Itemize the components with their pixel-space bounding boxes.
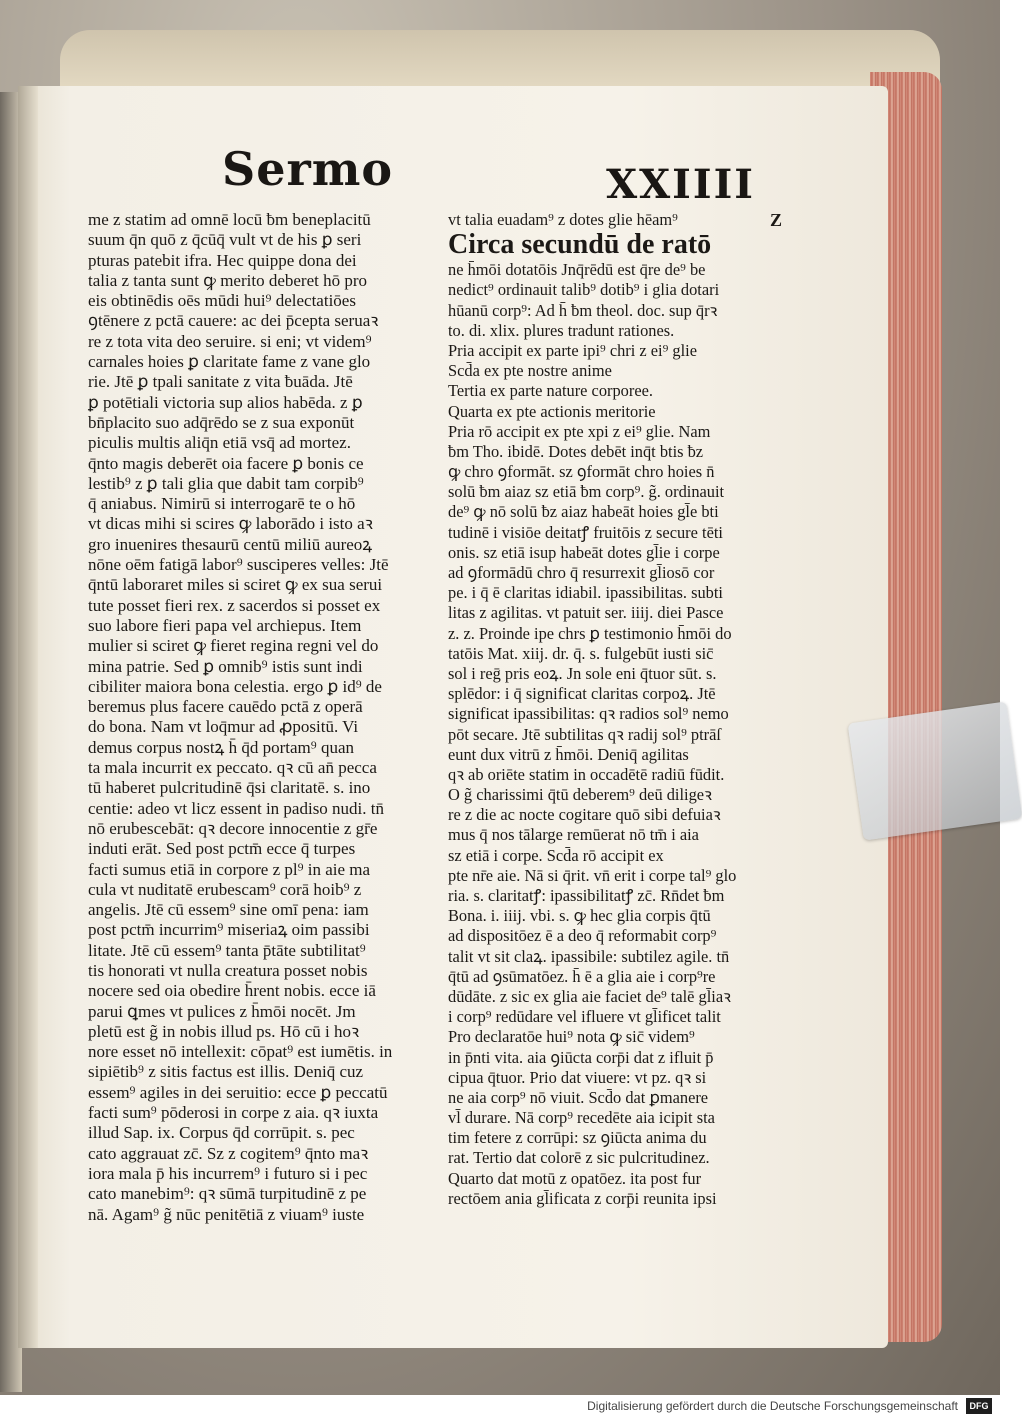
- text-line: nedict⁹ ordinauit talib⁹ dotib⁹ i glia dotari: [448, 280, 720, 300]
- text-line: nore esset nō intellexit: cōpat⁹ est iumētis. in: [88, 1042, 393, 1062]
- text-line: mulier si sciret ꝙ fieret regina regni vel do: [88, 636, 379, 656]
- text-line: ne h̄mōi dotatōis Jnq̄rēdū est q̄re de⁹ be: [448, 260, 706, 280]
- right-text-column: [448, 210, 780, 1230]
- book-top-edge: [60, 30, 940, 92]
- bookmark-strip: [848, 701, 1022, 840]
- left-text-column: [88, 210, 440, 1230]
- text-line: re z tota vita deo seruire. si eni; vt videm⁹: [88, 331, 372, 351]
- text-line: do bona. Nam vt loq̄mur ad ꝓpositū. Vi: [88, 717, 359, 737]
- text-line: tū haberet pulcritudinē q̄si claritatē. s. ino: [88, 778, 371, 798]
- text-line: ꝑ potētiali victoria sup alios habēda. z ꝑ: [88, 392, 363, 412]
- text-line: eis obtinēdis oēs mūdi hui⁹ delectatiōes: [88, 291, 356, 311]
- text-line: re z die ac nocte cogitare quō sibi defuiaꝛ: [448, 805, 721, 825]
- text-line: z. z. Proinde ipe chrs ꝑ testimonio h̄mōi do: [448, 623, 732, 643]
- text-line: splēdor: i q̄ significat claritas corpoꝝ. Jtē: [448, 684, 716, 704]
- text-line: facti sum⁹ pōderosi in corpe z aia. qꝛ iuxta: [88, 1103, 379, 1123]
- text-line: bn̄placito suo adq̄rēdo se z sua exponūt: [88, 412, 355, 432]
- text-line: beremus plus facere cauēdo pctā z operā: [88, 697, 363, 717]
- text-line: illud Sap. ix. Corpus q̄d corrūpit. s. pec: [88, 1123, 355, 1143]
- text-line: talia z tanta sunt ꝙ merito deberet hō pro: [88, 270, 368, 290]
- text-line: Quarta ex pte actionis meritorie: [448, 401, 656, 421]
- text-line: q̄nto magis deberēt oia facere ꝑ bonis ce: [88, 453, 364, 473]
- text-line: tis honorati vt nulla creatura posset nobis: [88, 960, 368, 980]
- text-line: Pro declaratōe hui⁹ nota ꝙ sic̄ videm⁹: [448, 1027, 695, 1047]
- text-line: qꝛ ab oriēte statim in occadētē radiū fūdit.: [448, 764, 725, 784]
- text-line: tatōis Mat. xiij. dr. q̄. s. fulgebūt iusti sic̄: [448, 643, 714, 663]
- text-line: piculis multis aliq̄n etiā vsq̄ ad mortez.: [88, 433, 351, 453]
- text-line: parui ꝗmes vt pulices z h̄mōi nocēt. Jm: [88, 1001, 356, 1021]
- text-line: cibiliter maiora bona celestia. ergo ꝑ id⁹ de: [88, 676, 382, 696]
- text-line: hūanū corp⁹: Ad h̄ ƀm theol. doc. sup q̄rꝛ: [448, 300, 718, 320]
- text-line: iora mala p̄ his incurrem⁹ i futuro si i pec: [88, 1163, 368, 1183]
- text-line: cula vt nuditatē erubescam⁹ corā hoib⁹ z: [88, 879, 362, 899]
- text-line: eunt dux vitrū z h̄mōi. Deniq̄ agilitas: [448, 744, 689, 764]
- gutter-shadow: [18, 86, 38, 1348]
- text-line: tim fetere z corrūpi: sz ꝯiūcta anima du: [448, 1128, 707, 1148]
- text-line: essem⁹ agiles in dei seruitio: ecce ꝑ peccatū: [88, 1082, 388, 1102]
- text-line: q̄ntū laboraret miles si sciret ꝙ ex sua serui: [88, 575, 383, 595]
- text-line: Pria rō accipit ex pte xpi z ei⁹ glie. Nam: [448, 421, 711, 441]
- text-line: me z statim ad omnē locū ƀm beneplacitū: [88, 210, 371, 229]
- text-line: talit vt sit claꝝ. ipassibile: subtilez agile. tn̄: [448, 946, 730, 966]
- leaf-number: XXIIII: [606, 161, 755, 208]
- section-heading: Circa secundū de ratō: [448, 229, 712, 261]
- text-line: pletū est g̃ in nobis illud ps. Hō cū i hoꝛ: [88, 1021, 360, 1041]
- running-title: Sermo: [222, 142, 394, 196]
- signature-mark: Z: [769, 210, 782, 230]
- text-line: ad ꝯformādū chro q̄ resurrexit gl̄iosō cor: [448, 563, 715, 582]
- text-line: litate. Jtē cū essem⁹ tanta p̄tāte subtilitat⁹: [88, 940, 366, 960]
- text-line: cato manebim⁹: qꝛ sūmā turpitudinē z pe: [88, 1184, 367, 1204]
- text-line: q̄tū ad ꝯsūmatōez. h̄ ē a glia aie i corp⁹re: [448, 966, 716, 986]
- text-line: to. di. xlix. plures tradunt rationes.: [448, 320, 675, 340]
- text-line: pōt secare. Jtē subtilitas qꝛ radij sol⁹ ptrāſ: [448, 724, 721, 744]
- text-line: de⁹ ꝙ nō solū ƀz aiaz habeāt hoies gl̄e bti: [448, 502, 719, 522]
- text-line: ꝙ chro ꝯformāt. sz ꝯformāt chro hoies n̄: [448, 462, 715, 482]
- text-line: O g̃ charissimi q̄tū deberem⁹ deū diligeꝛ: [448, 785, 712, 805]
- text-line: mus q̄ nos tālarge remūerat nō tm̄ i aia: [448, 825, 699, 845]
- text-line: vt dicas mihi si scires ꝙ laborādo i isto aꝛ: [88, 514, 373, 534]
- text-line: sol i reḡ pris eoꝝ. Jn sole eni q̄tuor sūt. s.: [448, 663, 717, 683]
- text-line: sipiētib⁹ z sitis factus est illis. Deniq̄ cuz: [88, 1062, 364, 1082]
- text-line: Quarto dat motū z opatōez. ita post fur: [448, 1168, 702, 1188]
- text-line: post pctm̄ incurrim⁹ miseriaꝝ oim passibi: [88, 920, 370, 940]
- text-line: vt talia euadam⁹ z dotes glie hēam⁹: [448, 210, 678, 229]
- text-line: ne aia corp⁹ nō viuit. Scd̄o dat ꝑmanere: [448, 1087, 709, 1107]
- text-line: facti sumus etiā in corpore z pl⁹ in aie ma: [88, 859, 371, 879]
- text-line: mina patrie. Sed ꝑ omnib⁹ istis sunt indi: [88, 656, 363, 676]
- text-line: ꝯtēnere z pctā cauere: ac dei p̄cepta seruaꝛ: [88, 311, 379, 331]
- text-line: suum q̄n quō z q̄cūq̄ vult vt de his ꝑ seri: [88, 230, 362, 250]
- text-line: ad dispositōez ē a deo q̄ reformabit corp⁹: [448, 926, 717, 946]
- text-line: pe. i q̄ ē claritas idiabil. ipassibilitas. subti: [448, 583, 723, 603]
- text-line: nocere sed oia obedire h̄rent nobis. ecce iā: [88, 981, 376, 1001]
- text-line: rat. Tertio dat colorē z sic pulcritudinez.: [448, 1148, 710, 1168]
- text-line: Tertia ex parte nature corporee.: [448, 381, 653, 401]
- text-line: induti erāt. Sed post pctm̄ ecce q̄ turpes: [88, 839, 356, 859]
- text-line: q̄ aniabus. Nimirū si interrogarē te o hō: [88, 494, 356, 514]
- text-line: gro inuenires thesaurū centū miliū aureoꝝ: [88, 534, 373, 554]
- text-line: rie. Jtē ꝑ tpali sanitate z vita ƀuāda. Jtē: [88, 372, 353, 392]
- text-line: carnales hoies ꝑ claritate fame z vane glo: [88, 352, 371, 372]
- dfg-logo: DFG: [966, 1398, 992, 1414]
- text-line: onis. sz etiā isup habeāt dotes gl̄ie i corpe: [448, 542, 720, 562]
- text-line: Pria accipit ex parte ipi⁹ chri z ei⁹ glie: [448, 340, 697, 360]
- text-line: tute posset fieri rex. z sacerdos si posset ex: [88, 595, 381, 615]
- text-line: vl̄ durare. Nā corp⁹ recedēte aia icipit sta: [448, 1108, 715, 1128]
- text-line: demus corpus nostꝝ h̄ q̄d portam⁹ quan: [88, 737, 354, 757]
- text-line: nā. Agam⁹ g̃ nūc penitētiā z viuam⁹ iuste: [88, 1204, 365, 1224]
- text-line: nō erubescebāt: qꝛ decore innocentie z gr̄e: [88, 818, 378, 838]
- text-line: litas z agilitas. vt patuit ser. iiij. diei Pasce: [448, 603, 724, 623]
- text-line: cato aggrauat zc̄. Sz z cogitem⁹ q̄nto maꝛ: [88, 1143, 369, 1163]
- text-line: ria. s. claritatꝭ: ipassibilitatꝭ zc̄. Rn̄det ƀm: [448, 886, 725, 905]
- text-line: rectōem ania gl̄ificata z corp̄i reunita ipsi: [448, 1188, 717, 1208]
- text-line: tudinē i visiōe deitatꝭ fruitōis z secure tēti: [448, 522, 723, 542]
- footer-credit: Digitalisierung gefördert durch die Deutsche Forschungsgemeinschaft: [587, 1399, 958, 1413]
- text-line: cipua q̄tuor. Prio dat viuere: vt pz. qꝛ si: [448, 1067, 707, 1087]
- text-line: angelis. Jtē cū essem⁹ sine omī pena: iam: [88, 900, 369, 920]
- text-line: ta mala incurrit ex peccato. qꝛ cū an̄ pecca: [88, 758, 377, 778]
- text-line: suo labore fieri papa vel archiepus. Item: [88, 615, 362, 635]
- text-line: Scd̄a ex pte nostre anime: [448, 361, 612, 381]
- text-line: centie: adeo vt licz essent in padiso nudi. tn̄: [88, 798, 385, 818]
- text-line: pturas patebit ifra. Hec quippe dona dei: [88, 250, 357, 270]
- text-line: solū ƀm aiaz sz etiā ƀm corp⁹. g̃. ordinauit: [448, 482, 725, 502]
- text-line: dūdāte. z sic ex glia aie faciet de⁹ talē gl̄iaꝛ: [448, 986, 731, 1006]
- text-line: lestib⁹ z ꝑ tali glia que dabit tam corpib⁹: [88, 473, 364, 493]
- text-line: i corp⁹ redūdare vel ifluere vt gl̄ificet talit: [448, 1007, 721, 1027]
- right-text-lines: [448, 260, 780, 1209]
- text-line: Bona. i. iiij. vbi. s. ꝙ hec glia corpis q̄tū: [448, 906, 711, 926]
- footer-bar: [0, 1395, 1000, 1421]
- text-line: sz etiā i corpe. Scd̄a rō accipit ex: [448, 845, 664, 865]
- text-line: significat ipassibilitas: qꝛ radios sol⁹ nemo: [448, 704, 729, 724]
- text-line: nōne oēm fatigā labor⁹ susciperes velles: Jtē: [88, 555, 389, 575]
- text-line: pte nr̄e aie. Nā si q̄rit. vn̄ erit i corpe tal⁹ glo: [448, 865, 737, 885]
- text-line: in p̄nti vita. aia ꝯiūcta corp̄i dat z ifluit p̄: [448, 1047, 714, 1067]
- text-line: ƀm Tho. ibidē. Dotes debēt inq̄t btis ƀz: [448, 441, 704, 461]
